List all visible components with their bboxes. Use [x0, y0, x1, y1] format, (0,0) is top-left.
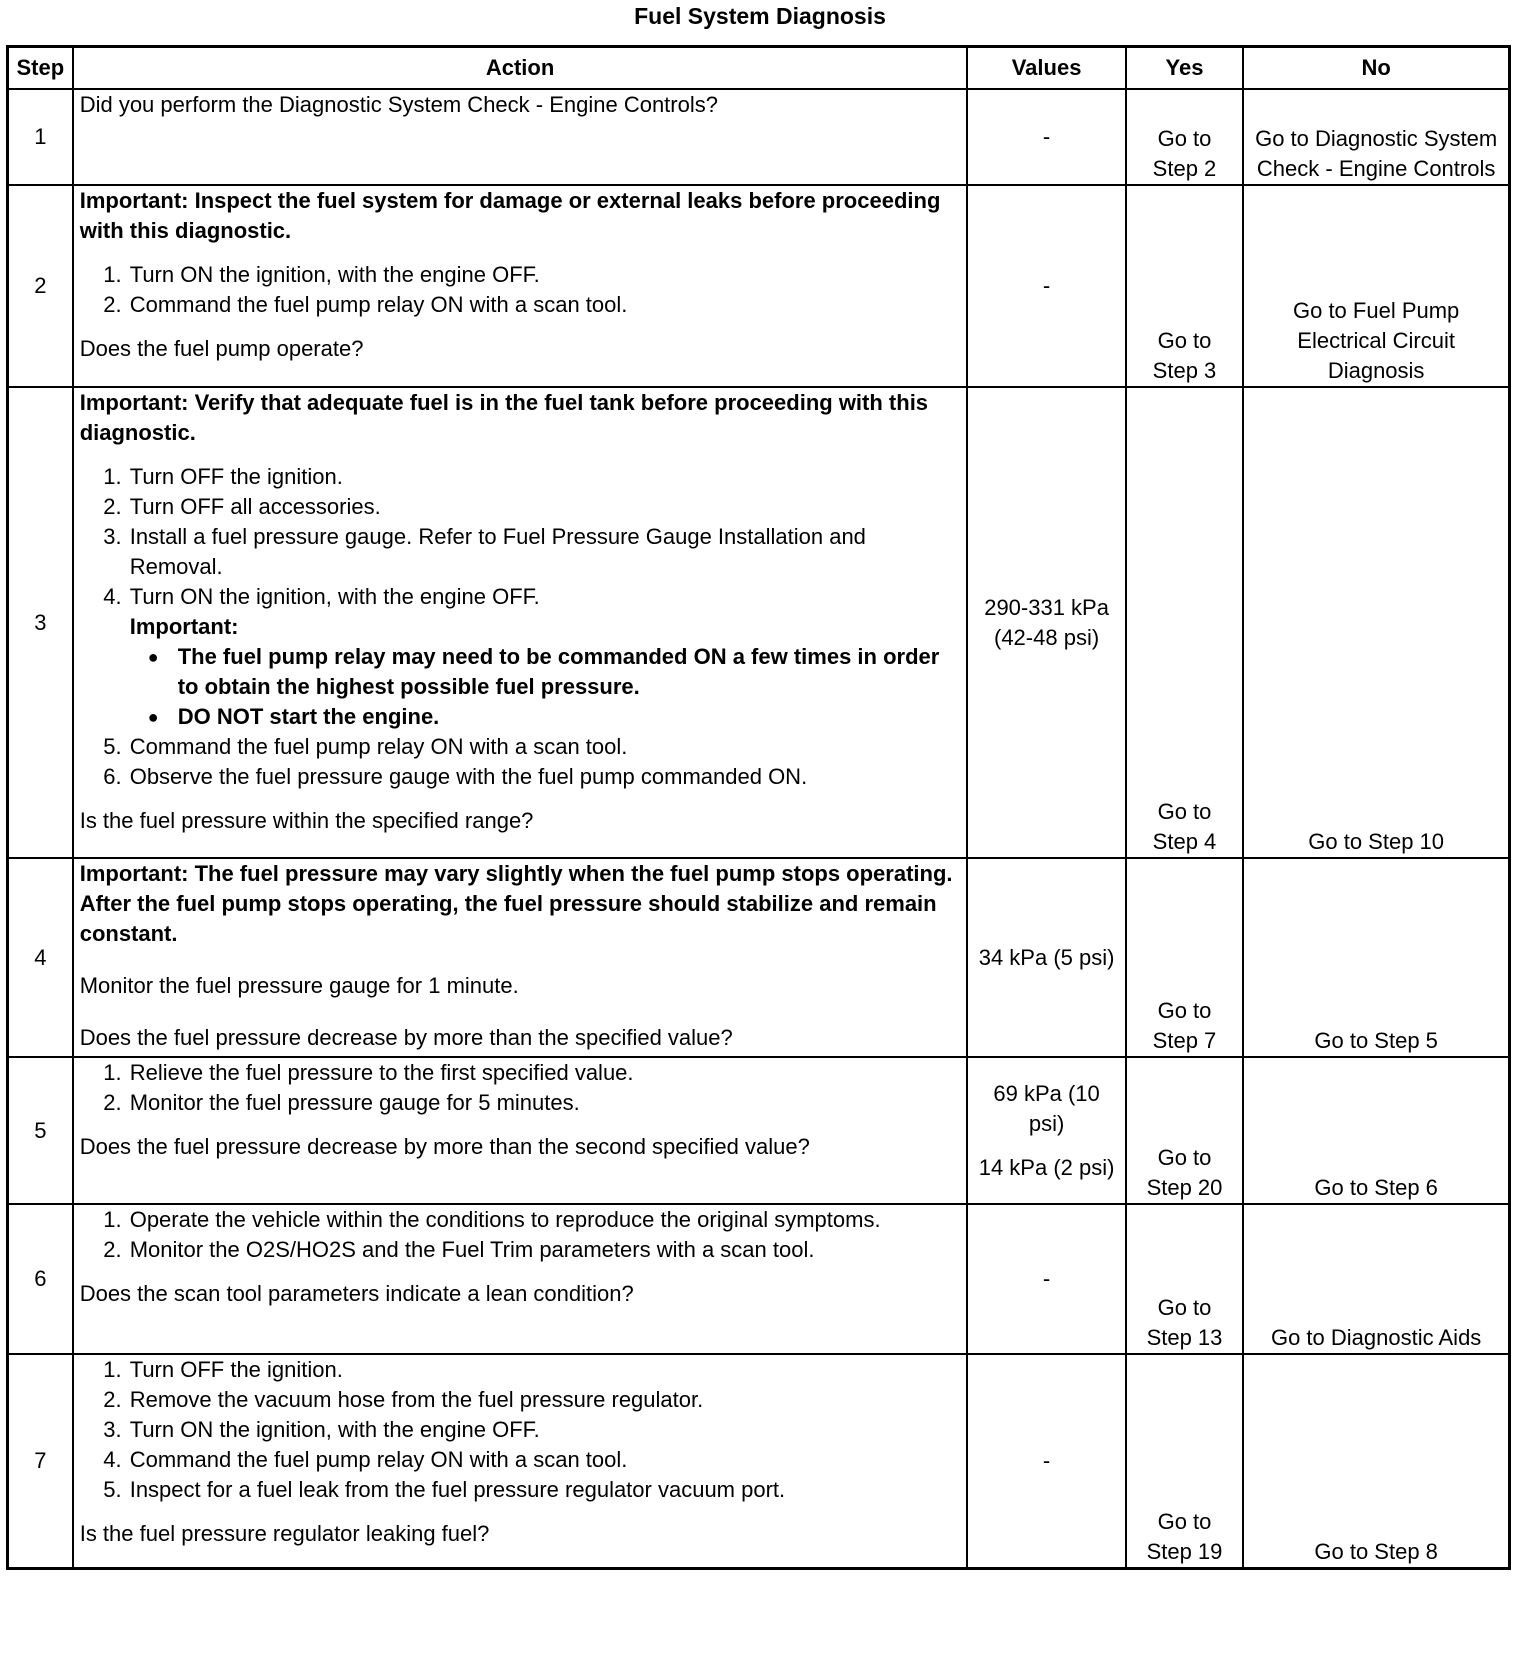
list-item: 1. Turn OFF the ignition.: [128, 462, 961, 492]
important-note: Important: Verify that adequate fuel is in the fuel tank before proceeding with this diagnostic.: [79, 390, 929, 445]
list-item: 3. Turn ON the ignition, with the engine OFF.: [128, 1415, 961, 1445]
action-cell: [73, 858, 968, 1057]
no-link[interactable]: Go to Step 5: [1243, 858, 1509, 1057]
values-cell: 34 kPa (5 psi): [967, 858, 1125, 1057]
values-cell: -: [967, 1354, 1125, 1568]
table-row: [8, 858, 1510, 1057]
question-text: Does the fuel pump operate?: [79, 336, 364, 361]
list-item: 5. Command the fuel pump relay ON with a scan tool.: [128, 732, 961, 762]
list-item: 2. Turn OFF all accessories.: [128, 492, 961, 522]
diagnosis-table: [6, 45, 1511, 1570]
yes-link[interactable]: Go to Step 13: [1126, 1204, 1244, 1354]
list-item-text: Turn ON the ignition, with the engine OFF.: [129, 584, 540, 609]
step-number: 4: [8, 858, 73, 1057]
action-cell: [73, 1354, 968, 1568]
sub-important-label: Important:: [129, 614, 239, 639]
list-item: 1. Turn ON the ignition, with the engine OFF.: [128, 260, 961, 290]
step-number: 7: [8, 1354, 73, 1568]
yes-link[interactable]: Go to Step 20: [1126, 1057, 1244, 1204]
values-cell: [967, 1057, 1125, 1204]
no-link[interactable]: Go to Step 6: [1243, 1057, 1509, 1204]
step-number: 3: [8, 387, 73, 858]
values-cell: -: [967, 185, 1125, 387]
table-row: [8, 1204, 1510, 1354]
yes-link[interactable]: Go to Step 3: [1126, 185, 1244, 387]
values-cell: -: [967, 1204, 1125, 1354]
yes-link[interactable]: Go to Step 2: [1126, 89, 1244, 185]
question-text: Did you perform the Diagnostic System Check - Engine Controls?: [79, 92, 718, 117]
yes-link[interactable]: Go to Step 19: [1126, 1354, 1244, 1568]
yes-link[interactable]: Go to Step 7: [1126, 858, 1244, 1057]
action-cell: [73, 185, 968, 387]
no-link[interactable]: Go to Diagnostic System Check - Engine Controls: [1243, 89, 1509, 185]
list-item: 2. Monitor the O2S/HO2S and the Fuel Trim parameters with a scan tool.: [128, 1235, 961, 1265]
question-text: Does the fuel pressure decrease by more than the second specified value?: [79, 1134, 810, 1159]
header-step: Step: [8, 47, 73, 90]
table-row: [8, 89, 1510, 185]
list-item: 1. Relieve the fuel pressure to the first specified value.: [128, 1058, 961, 1088]
list-item: 3. Install a fuel pressure gauge. Refer to Fuel Pressure Gauge Installation and Removal.: [128, 522, 961, 582]
procedure-list: [80, 462, 961, 792]
bullet-list: [130, 642, 961, 732]
header-values: Values: [967, 47, 1125, 90]
table-row: [8, 387, 1510, 858]
step-number: 5: [8, 1057, 73, 1204]
no-link[interactable]: Go to Fuel Pump Electrical Circuit Diagnosis: [1243, 185, 1509, 387]
list-item: 6. Observe the fuel pressure gauge with the fuel pump commanded ON.: [128, 762, 961, 792]
action-cell: [73, 387, 968, 858]
yes-link[interactable]: Go to Step 4: [1126, 387, 1244, 858]
step-number: 1: [8, 89, 73, 185]
procedure-list: [80, 1058, 961, 1118]
procedure-list: [80, 1205, 961, 1265]
important-note: Important: Inspect the fuel system for damage or external leaks before proceeding with this diagnostic.: [79, 188, 941, 243]
list-item: 5. Inspect for a fuel leak from the fuel pressure regulator vacuum port.: [128, 1475, 961, 1505]
no-link[interactable]: Go to Step 8: [1243, 1354, 1509, 1568]
list-item: [128, 582, 961, 732]
first-value: 69 kPa (10 psi): [993, 1080, 1100, 1136]
question-text: Does the scan tool parameters indicate a lean condition?: [79, 1281, 634, 1306]
list-item: 1. Operate the vehicle within the conditions to reproduce the original symptoms.: [128, 1205, 961, 1235]
action-cell: [73, 1057, 968, 1204]
important-note: Important: The fuel pressure may vary slightly when the fuel pump stops operating. After the fuel pump stops operating, the fuel pressure should stabilize and remain constant.: [79, 861, 953, 946]
list-item: 2. Command the fuel pump relay ON with a scan tool.: [128, 290, 961, 320]
question-text: Is the fuel pressure regulator leaking fuel?: [79, 1521, 490, 1546]
list-item: 2. Remove the vacuum hose from the fuel pressure regulator.: [128, 1385, 961, 1415]
header-row: [8, 47, 1510, 90]
bullet-item: ● The fuel pump relay may need to be commanded ON a few times in order to obtain the highest possible fuel pressure.: [178, 642, 961, 702]
no-link[interactable]: Go to Diagnostic Aids: [1243, 1204, 1509, 1354]
step-number: 2: [8, 185, 73, 387]
header-yes: Yes: [1126, 47, 1244, 90]
procedure-list: [80, 260, 961, 320]
table-row: [8, 1057, 1510, 1204]
action-cell: [73, 1204, 968, 1354]
procedure-list: [80, 1355, 961, 1505]
header-action: Action: [73, 47, 968, 90]
table-row: [8, 185, 1510, 387]
no-link[interactable]: Go to Step 10: [1243, 387, 1509, 858]
table-row: [8, 1354, 1510, 1568]
step-number: 6: [8, 1204, 73, 1354]
question-text: Does the fuel pressure decrease by more than the specified value?: [79, 1025, 733, 1050]
action-cell: [73, 89, 968, 185]
instruction-text: Monitor the fuel pressure gauge for 1 minute.: [79, 973, 519, 998]
values-cell: -: [967, 89, 1125, 185]
question-text: Is the fuel pressure within the specified range?: [79, 808, 534, 833]
values-cell: 290-331 kPa (42-48 psi): [967, 387, 1125, 858]
list-item: 4. Command the fuel pump relay ON with a scan tool.: [128, 1445, 961, 1475]
second-value: 14 kPa (2 psi): [978, 1154, 1115, 1180]
document-title: Fuel System Diagnosis: [634, 3, 886, 29]
header-no: No: [1243, 47, 1509, 90]
list-item: 1. Turn OFF the ignition.: [128, 1355, 961, 1385]
list-item: 2. Monitor the fuel pressure gauge for 5 minutes.: [128, 1088, 961, 1118]
bullet-item: ● DO NOT start the engine.: [178, 702, 961, 732]
